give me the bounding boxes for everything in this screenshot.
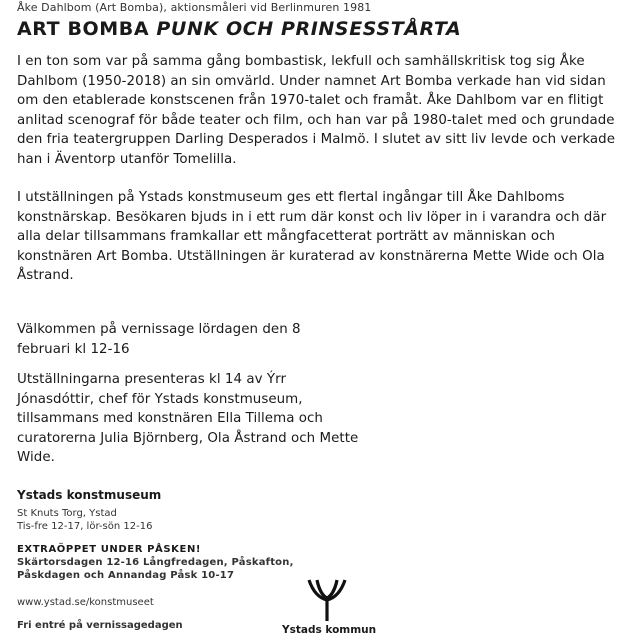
easter-line-1: Skärtorsdagen 12-16 Långfredagen, Påskafton, — [17, 557, 294, 568]
image-caption: Åke Dahlbom (Art Bomba), aktionsmåleri vid Berlinmuren 1981 — [17, 1, 372, 14]
website-link[interactable]: www.ystad.se/konstmuseet — [17, 597, 154, 608]
ystad-kommun-logo — [282, 578, 377, 638]
museum-name: Ystads konstmuseum — [17, 488, 162, 502]
title-main: ART BOMBA — [17, 18, 150, 40]
page-title — [17, 18, 461, 40]
paragraph-exhibition: I utställningen på Ystads konstmuseum ges ett flertal ingångar till Åke Dahlboms konstnärskap. Besökaren bjuds in i ett rum där konst och liv löper in i varandra och där alla delar tillsammans framkallar ett mångfacetterat porträtt av människan och konstnären Art Bomba. Utställningen är kuraterad av konstnärerna Mette Wide och Ola Åstrand. — [17, 190, 607, 283]
paragraph-vernissage: Välkommen på vernissage lördagen den 8 februari kl 12-16 — [17, 322, 301, 357]
logo-text: Ystads kommun — [282, 624, 377, 636]
easter-heading: EXTRAÖPPET UNDER PÅSKEN! — [17, 544, 202, 555]
title-sub: PUNK OCH PRINSESSTÅRTA — [156, 18, 462, 40]
easter-line-2: Påskdagen och Annandag Påsk 10-17 — [17, 570, 235, 581]
paragraph-presenters: Utställningarna presenteras kl 14 av Ýrr Jónasdóttir, chef för Ystads konstmuseum, tillsammans med konstnären Ella Tillema och curatorerna Julia Björnberg, Ola Åstrand och Mette Wide. — [17, 372, 359, 465]
free-entry-note: Fri entré på vernissagedagen — [17, 620, 183, 631]
ystad-emblem-icon — [303, 578, 351, 622]
museum-address: St Knuts Torg, Ystad — [17, 508, 117, 519]
paragraph-intro: I en ton som var på samma gång bombastisk, lekfull och samhällskritisk tog sig Åke Dahlbom (1950-2018) an sin omvärld. Under namnet Art Bomba verkade han vid sidan om den etablerade konstscenen från 1970-talet och framåt. Åke Dahlbom var en flitigt anlitad scenograf för både teater och film, och han var på 1980-talet med och grundade den fria teatergruppen Darling Desperados i Malmö. I slutet av sitt liv levde och verkade han i Äventorp utanför Tomelilla. — [17, 54, 615, 167]
museum-hours: Tis-fre 12-17, lör-sön 12-16 — [17, 521, 153, 532]
